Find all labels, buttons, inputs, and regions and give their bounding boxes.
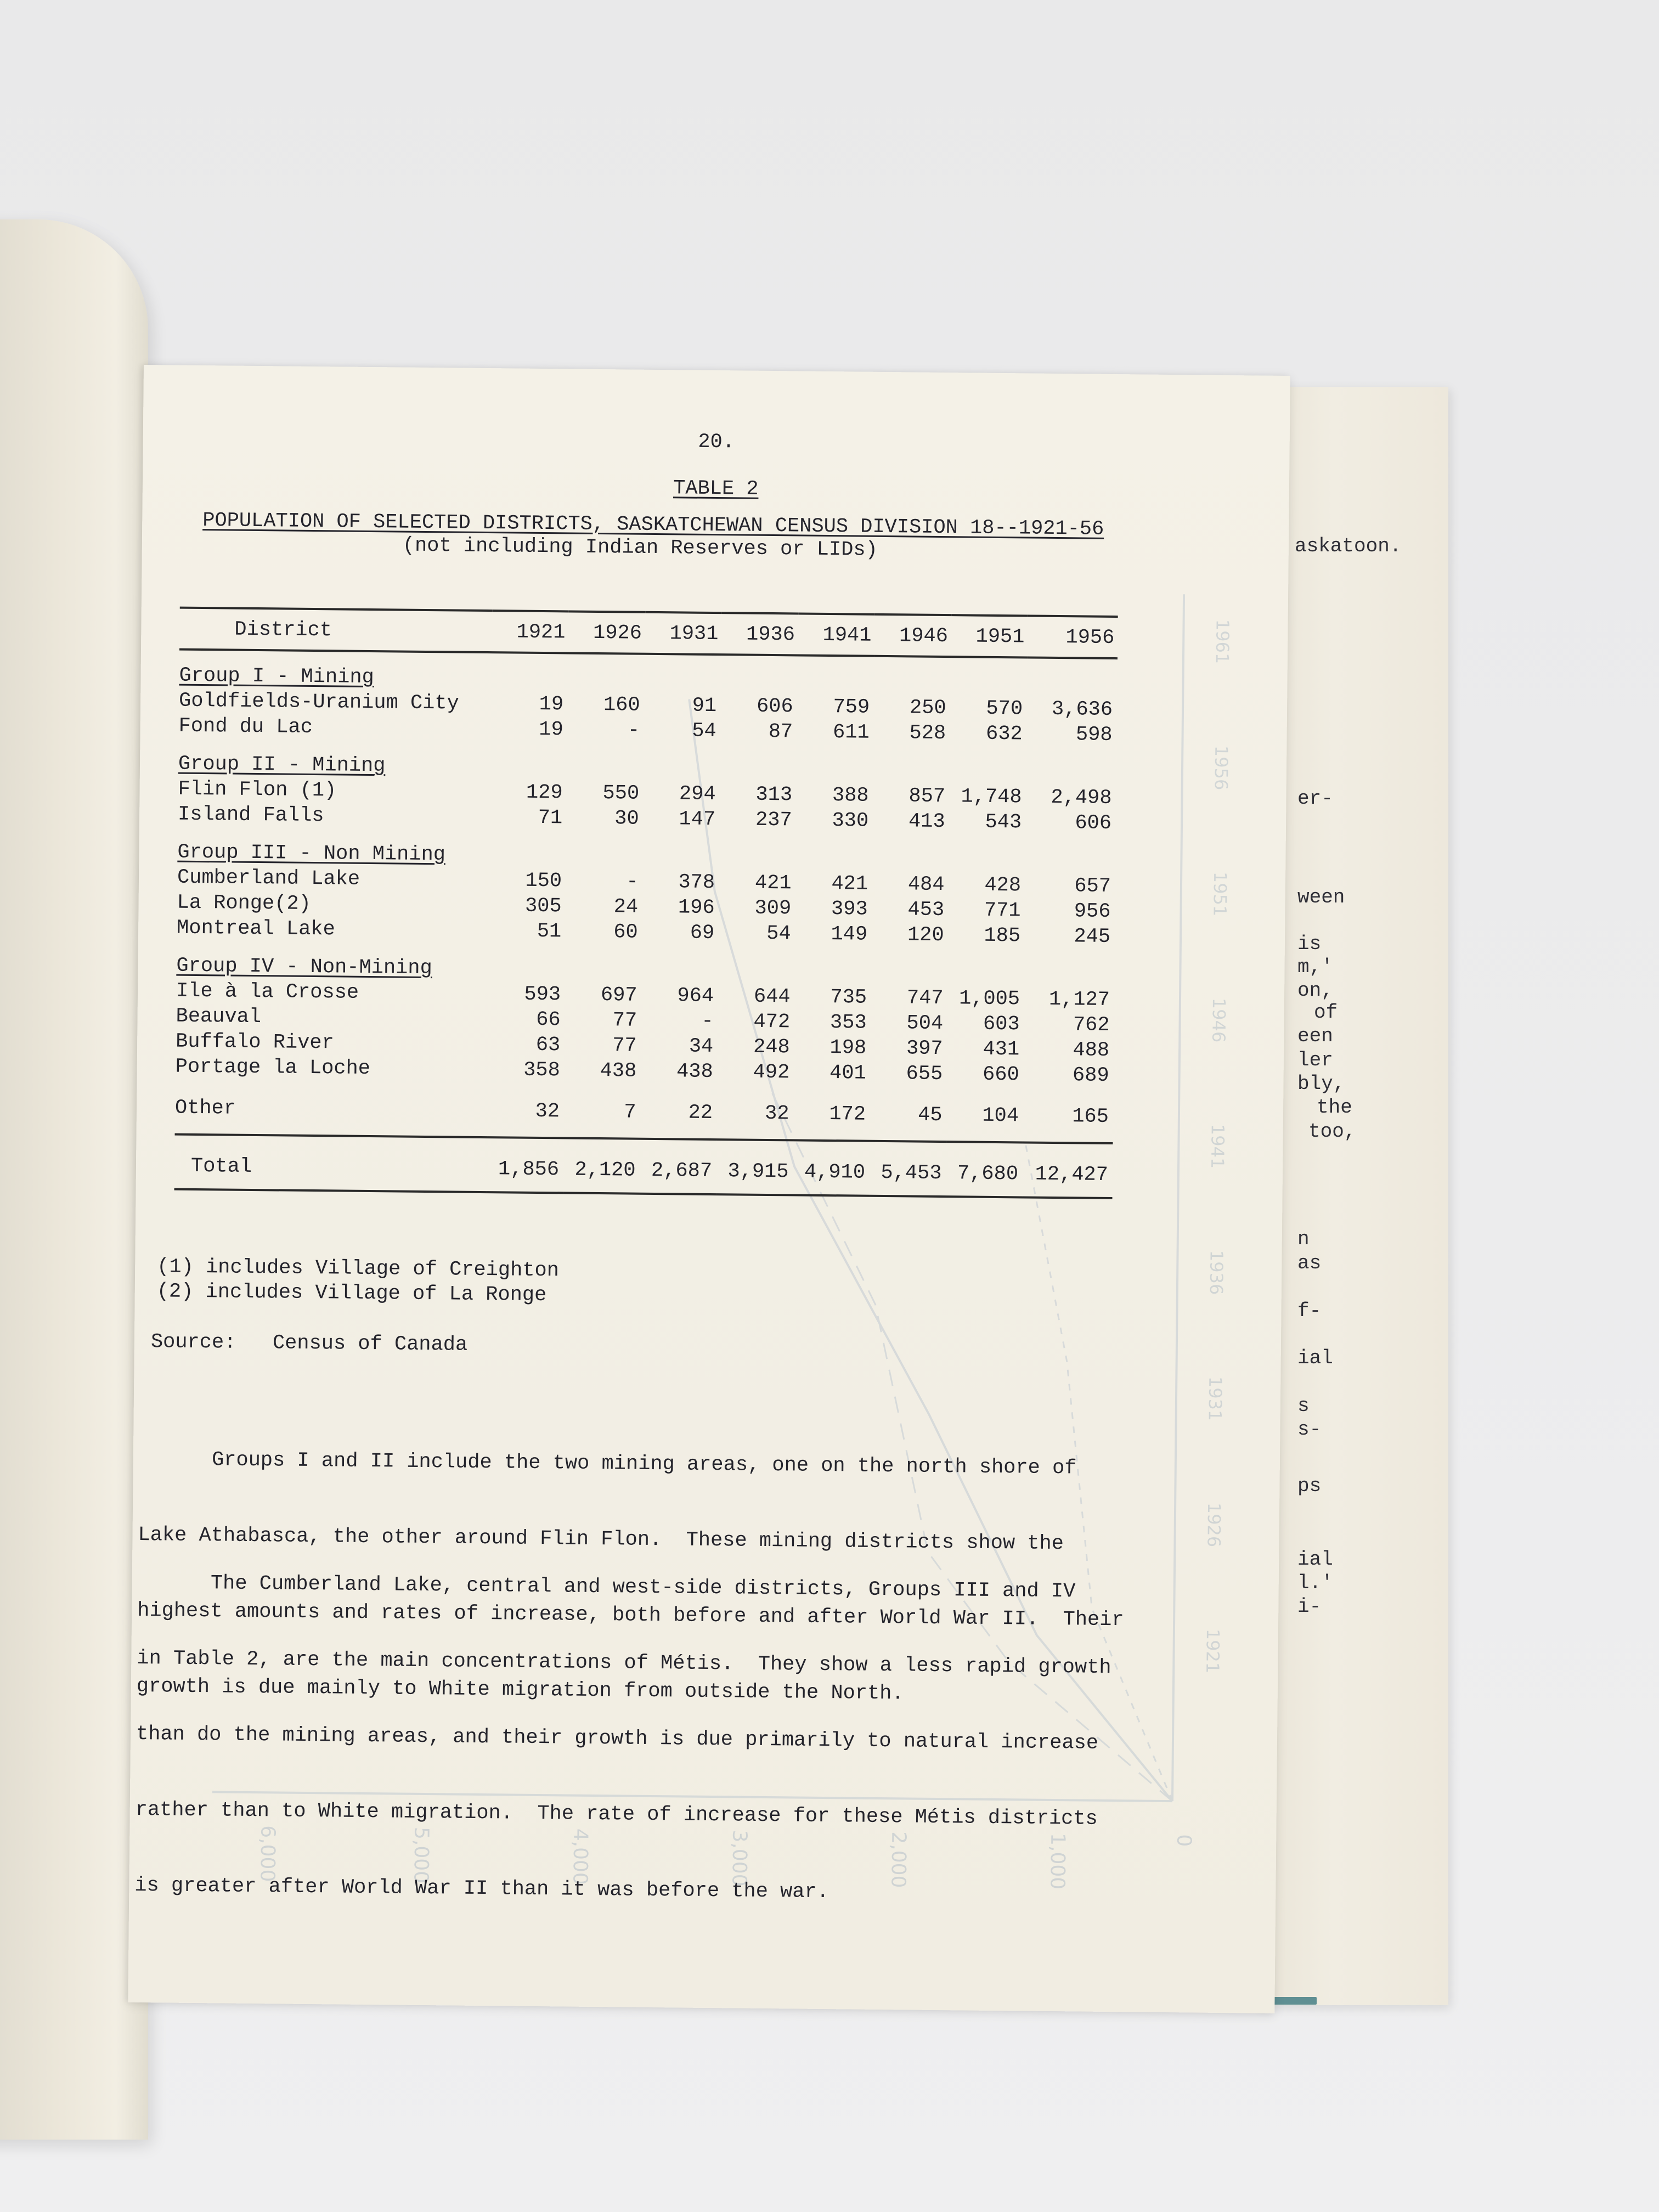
cell: 91 xyxy=(692,694,717,718)
cell: - xyxy=(701,1009,714,1034)
cell: 697 xyxy=(600,984,637,1007)
back-page-fragment: s xyxy=(1297,1395,1310,1417)
bleed-year-label: 1946 xyxy=(1208,997,1230,1043)
bleed-axis-label: 5,000 xyxy=(409,1826,433,1884)
bleed-axis-label: 1,000 xyxy=(1046,1832,1069,1890)
column-header: District xyxy=(179,608,492,652)
back-page-fragment: too, xyxy=(1308,1120,1356,1143)
district-name: Beauval xyxy=(176,1005,262,1029)
table-label: TABLE 2 xyxy=(673,477,759,501)
cell: 45 xyxy=(917,1103,943,1127)
column-header: 1931 xyxy=(645,612,722,654)
bleed-year-label: 1921 xyxy=(1202,1628,1223,1674)
cell: 378 xyxy=(678,871,715,895)
back-page-fragment: is xyxy=(1297,933,1322,955)
cell: 77 xyxy=(612,1009,637,1032)
cell: 309 xyxy=(754,896,792,921)
back-page-fragment: i- xyxy=(1297,1595,1322,1618)
bleed-year-label: 1931 xyxy=(1204,1376,1226,1421)
cell: 603 xyxy=(983,1012,1020,1036)
back-page-fragment: n xyxy=(1297,1228,1310,1250)
cell: 87 xyxy=(768,720,793,744)
document-page xyxy=(128,365,1290,2013)
cell: 735 xyxy=(830,986,867,1009)
back-page-fragment: l.' xyxy=(1297,1572,1333,1594)
cell: 245 xyxy=(1074,925,1111,949)
cell: 771 xyxy=(984,899,1021,923)
cell: 63 xyxy=(535,1033,561,1057)
cell: 543 xyxy=(985,810,1022,834)
cell: 294 xyxy=(679,782,716,806)
back-page-fragment: ps xyxy=(1297,1475,1322,1497)
cell: 120 xyxy=(907,923,944,947)
cell: 428 xyxy=(984,873,1022,898)
cell: 3,636 xyxy=(1051,697,1113,721)
back-page-fragment: ween xyxy=(1297,886,1345,909)
source-line: Source: Census of Canada xyxy=(150,1330,468,1357)
cell: 71 xyxy=(538,806,563,830)
bleed-year-label: 1936 xyxy=(1205,1250,1227,1295)
back-page-fragment: f- xyxy=(1297,1300,1322,1322)
cell: 747 xyxy=(906,986,944,1011)
cell: - xyxy=(626,870,639,894)
cell: 388 xyxy=(832,784,869,808)
cell: 421 xyxy=(754,871,792,895)
page-number: 20. xyxy=(698,430,735,454)
footnote: (2) includes Village of La Ronge xyxy=(156,1280,547,1307)
cell: 160 xyxy=(603,693,640,717)
back-page-fragment: m,' xyxy=(1297,956,1333,978)
cell: 313 xyxy=(755,783,793,807)
cell: 492 xyxy=(753,1060,790,1085)
cell: 104 xyxy=(982,1104,1019,1128)
cell: 32 xyxy=(535,1099,560,1124)
column-header: 1956 xyxy=(1028,616,1118,658)
cell: 54 xyxy=(692,719,716,743)
cell: 353 xyxy=(830,1011,867,1035)
cell: 19 xyxy=(539,718,563,742)
cell: 857 xyxy=(909,785,946,809)
table-row-total xyxy=(174,1135,1113,1198)
cell: 149 xyxy=(831,923,868,946)
cell: 488 xyxy=(1073,1039,1110,1062)
cell: 1,005 xyxy=(958,987,1020,1011)
cell: 956 xyxy=(1074,900,1111,923)
cell: 4,910 xyxy=(793,1140,870,1195)
cell: 964 xyxy=(677,984,714,1008)
left-facing-page xyxy=(0,219,148,2140)
cell: 165 xyxy=(1072,1105,1109,1128)
cell: 305 xyxy=(524,894,562,918)
column-header: 1951 xyxy=(951,615,1028,657)
back-page-fragment: askatoon. xyxy=(1295,535,1402,557)
cell: 66 xyxy=(536,1008,561,1032)
cell: 421 xyxy=(831,872,868,896)
district-name: Other xyxy=(174,1096,236,1120)
table-row-other xyxy=(175,1080,1114,1143)
back-page-fragment: on, xyxy=(1297,979,1333,1002)
cell: 1,748 xyxy=(961,785,1022,809)
cell: 438 xyxy=(676,1060,713,1084)
cell: 69 xyxy=(690,921,715,945)
cell: 438 xyxy=(600,1059,637,1083)
cell: 598 xyxy=(1075,723,1113,747)
bleed-axis-label: 4,000 xyxy=(568,1828,592,1886)
cell: 129 xyxy=(526,781,563,805)
cell: 2,498 xyxy=(1051,786,1112,810)
district-name: Fond du Lac xyxy=(178,714,313,739)
cell: 453 xyxy=(907,898,945,922)
paragraph-line: in Table 2, are the main concentrations of Métis. They show a less rapid growth xyxy=(137,1646,1111,1680)
cell: 77 xyxy=(612,1034,637,1058)
cell: 7,680 xyxy=(946,1142,1023,1197)
population-table xyxy=(174,607,1118,1199)
district-name: Buffalo River xyxy=(175,1030,335,1055)
district-name: Flin Flon (1) xyxy=(178,777,337,803)
bleed-axis-label: 2,000 xyxy=(887,1831,910,1888)
bleed-year-label: 1961 xyxy=(1211,619,1233,664)
cell: 51 xyxy=(537,919,562,944)
cell: 250 xyxy=(909,696,946,720)
column-header: 1946 xyxy=(874,614,951,657)
group-heading: Group II - Mining xyxy=(178,752,386,778)
district-name: Cumberland Lake xyxy=(177,866,360,891)
district-name: Ile à la Crosse xyxy=(176,979,359,1005)
cell: 759 xyxy=(833,696,870,719)
cell: 550 xyxy=(602,782,640,805)
bleed-year-label: 1956 xyxy=(1210,745,1232,791)
cell: 32 xyxy=(764,1102,789,1126)
paragraph-line: than do the mining areas, and their growth is due primarily to natural increase xyxy=(136,1722,1099,1755)
cell: 632 xyxy=(985,722,1023,746)
back-page-fragment: s- xyxy=(1297,1418,1322,1441)
cell: 5,453 xyxy=(870,1141,946,1197)
total-label: Total xyxy=(174,1135,488,1192)
cell: 431 xyxy=(983,1037,1020,1062)
paragraph-line: highest amounts and rates of increase, both before and after World War II. Their xyxy=(137,1599,1124,1632)
table-title: POPULATION OF SELECTED DISTRICTS, SASKATCHEWAN CENSUS DIVISION 18--1921-56 xyxy=(202,509,1104,541)
cell: 358 xyxy=(523,1058,560,1082)
back-page-fragment: ial xyxy=(1297,1347,1333,1369)
paragraph-2 xyxy=(134,1520,1235,1959)
table-subtitle: (not including Indian Reserves or LIDs) xyxy=(402,534,878,562)
cell: 655 xyxy=(906,1062,943,1086)
district-name: Island Falls xyxy=(177,803,324,828)
cell: 484 xyxy=(907,873,945,897)
bleed-axis-label: 6,000 xyxy=(256,1825,279,1882)
group-heading: Group III - Non Mining xyxy=(177,840,446,867)
cell: 3,915 xyxy=(716,1139,793,1195)
column-header: 1921 xyxy=(492,611,569,653)
bleed-axis-label: 3,000 xyxy=(727,1830,751,1887)
cell: 606 xyxy=(1075,811,1112,835)
cell: 528 xyxy=(909,721,946,746)
district-name: La Ronge(2) xyxy=(177,891,312,916)
bleed-year-label: 1941 xyxy=(1207,1124,1228,1169)
paragraph-line: Lake Athabasca, the other around Flin Flon. These mining districts show the xyxy=(138,1523,1064,1556)
bleed-year-label: 1926 xyxy=(1203,1502,1225,1548)
cell: 472 xyxy=(753,1010,791,1034)
cell: 34 xyxy=(689,1035,714,1059)
cell: 60 xyxy=(613,921,638,944)
cell: 185 xyxy=(984,924,1021,948)
cell: 401 xyxy=(829,1062,866,1085)
group-heading: Group I - Mining xyxy=(179,664,375,690)
cell: 504 xyxy=(906,1012,944,1036)
paragraph-line: rather than to White migration. The rate of increase for these Métis districts xyxy=(135,1798,1098,1831)
column-header: 1926 xyxy=(568,611,645,653)
cell: 2,687 xyxy=(640,1139,716,1194)
cell: 644 xyxy=(753,985,791,1009)
cell: 1,856 xyxy=(487,1137,563,1193)
cell: 660 xyxy=(982,1063,1019,1087)
back-page-fragment: the xyxy=(1317,1096,1352,1119)
cell: 19 xyxy=(539,692,564,716)
bleed-axis-label: 0 xyxy=(1172,1834,1195,1847)
cell: 198 xyxy=(830,1036,867,1060)
column-header: 1941 xyxy=(798,613,875,656)
cell: 237 xyxy=(755,808,792,832)
cell: 606 xyxy=(756,695,793,719)
district-name: Montreal Lake xyxy=(176,916,335,941)
cell: 30 xyxy=(614,807,639,831)
cell: 196 xyxy=(678,896,715,920)
cell: 689 xyxy=(1072,1064,1109,1087)
cell: 248 xyxy=(753,1035,790,1059)
back-page-fragment: of xyxy=(1314,1001,1338,1024)
paragraph-line: Groups I and II include the two mining areas, one on the north shore of xyxy=(138,1448,1077,1480)
footnote: (1) includes Village of Creighton xyxy=(157,1255,560,1283)
cell: 393 xyxy=(831,898,868,921)
group-heading: Group IV - Non-Mining xyxy=(176,954,432,980)
cell: 762 xyxy=(1073,1013,1110,1037)
back-page-fragment: as xyxy=(1297,1252,1322,1274)
paragraph-line: The Cumberland Lake, central and west-side districts, Groups III and IV xyxy=(137,1571,1076,1604)
back-page-fragment: ial xyxy=(1297,1548,1333,1571)
cell: 657 xyxy=(1074,874,1111,898)
back-page-fragment: bly, xyxy=(1297,1073,1345,1095)
cell: 22 xyxy=(688,1101,713,1125)
paragraph-line: is greater after World War II than it was before the war. xyxy=(134,1874,830,1904)
cell: 593 xyxy=(524,983,561,1007)
cell: 54 xyxy=(766,922,791,946)
bleed-year-label: 1951 xyxy=(1209,871,1231,917)
cell: 150 xyxy=(525,869,562,893)
back-page-fragment: een xyxy=(1297,1025,1333,1047)
cell: 172 xyxy=(829,1103,866,1126)
cell: 2,120 xyxy=(563,1138,640,1193)
back-page-fragment: er- xyxy=(1297,787,1333,810)
cell: 7 xyxy=(624,1101,636,1124)
paragraph-line: growth is due mainly to White migration from outside the North. xyxy=(136,1674,904,1706)
cell: 397 xyxy=(906,1037,943,1061)
cell: 330 xyxy=(832,809,869,833)
district-name: Portage la Loche xyxy=(175,1055,371,1081)
cell: 147 xyxy=(679,808,716,832)
cell: 24 xyxy=(613,895,639,919)
column-header: 1936 xyxy=(721,613,798,655)
cell: 1,127 xyxy=(1048,988,1110,1012)
district-name: Goldfields-Uranium City xyxy=(178,689,459,715)
back-page-fragment: ler xyxy=(1297,1049,1333,1071)
cell: 570 xyxy=(986,697,1023,721)
cell: 611 xyxy=(832,721,870,744)
cell: 12,427 xyxy=(1023,1142,1113,1198)
cell: 413 xyxy=(908,810,945,834)
cell: - xyxy=(627,719,640,742)
